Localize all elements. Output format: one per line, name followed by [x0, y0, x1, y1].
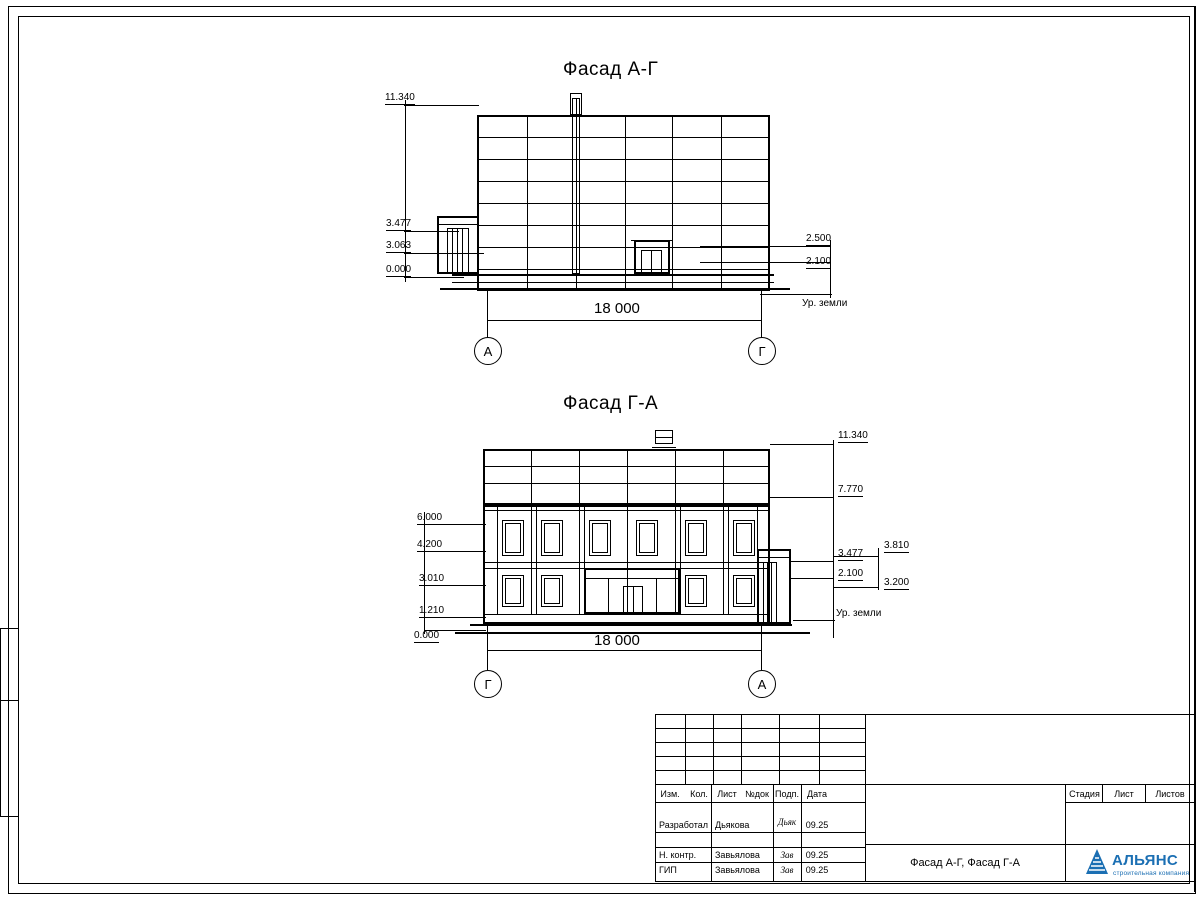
- facade2-plinth: [470, 624, 792, 626]
- facade2-level-1210: 1.210: [419, 605, 445, 616]
- facade2-level-7770: 7.770: [838, 484, 864, 495]
- stamp-col-ndok: №док: [745, 789, 769, 799]
- company-name: АЛЬЯНС: [1112, 852, 1178, 869]
- facade1-ground-line: [440, 288, 790, 290]
- company-subtitle: строительная компания: [1113, 870, 1190, 877]
- stamp-name-2: Завьялова: [715, 865, 760, 875]
- facade2-title: Фасад Г-А: [563, 393, 659, 414]
- stamp-sign-0: Дьяк: [777, 817, 797, 827]
- stamp-col-podp: Подп.: [775, 789, 799, 799]
- company-logo-icon: [1085, 848, 1109, 876]
- facade1-level-3477: 3.477: [386, 218, 412, 229]
- stamp-col-izm: Изм.: [660, 789, 680, 799]
- facade2-ground-label: Ур. земли: [836, 608, 882, 619]
- facade1-axis-left: А: [474, 337, 502, 365]
- facade2-level-3810: 3.810: [884, 540, 910, 551]
- facade1-level-3063: 3.063: [386, 240, 412, 251]
- facade1-width-dim: 18 000: [594, 300, 640, 317]
- facade2-dim-line: [487, 650, 761, 651]
- fold-mark-mid: [0, 700, 18, 701]
- facade1-title: Фасад А-Г: [563, 59, 659, 80]
- stamp-name-0: Дьякова: [715, 820, 750, 830]
- facade2-level-3477: 3.477: [838, 548, 864, 559]
- facade2-width-dim: 18 000: [594, 632, 640, 649]
- facade2-level-6000: 6.000: [417, 512, 443, 523]
- stamp-role-1: Н. контр.: [659, 850, 697, 860]
- facade2-level-3010: 3.010: [419, 573, 445, 584]
- stamp-role-2: ГИП: [659, 865, 677, 875]
- stamp-col-data: Дата: [807, 789, 827, 799]
- stamp-header-list: Лист: [1114, 789, 1134, 799]
- fold-mark-top: [0, 628, 18, 629]
- facade2-level-3200: 3.200: [884, 577, 910, 588]
- stamp-sign-1: Зав: [780, 849, 794, 860]
- facade1-level-2500: 2.500: [806, 233, 832, 244]
- title-block: [655, 714, 1195, 882]
- facade1-annex-opening: [447, 228, 469, 274]
- stamp-col-kol: Кол.: [690, 789, 708, 799]
- facade1-level-0000: 0.000: [386, 264, 412, 275]
- stamp-date-1: 09.25: [805, 850, 829, 860]
- stamp-sign-2: Зав: [780, 864, 794, 875]
- stamp-header-stadia: Стадия: [1069, 789, 1100, 799]
- stamp-drawing-title: Фасад А-Г, Фасад Г-А: [910, 857, 1020, 869]
- facade1-plinth-top: [452, 274, 774, 276]
- facade1-level-11340: 11.340: [385, 92, 415, 103]
- facade2-level-11340: 11.340: [838, 430, 868, 441]
- stamp-date-0: 09.25: [805, 820, 829, 830]
- stamp-header-listov: Листов: [1155, 789, 1185, 799]
- stamp-col-list: Лист: [717, 789, 737, 799]
- stamp-name-1: Завьялова: [715, 850, 760, 860]
- stamp-date-2: 09.25: [805, 865, 829, 875]
- facade1-axis-right: Г: [748, 337, 776, 365]
- facade2-axis-left: Г: [474, 670, 502, 698]
- facade2-level-4200: 4.200: [417, 539, 443, 550]
- facade1-level-2100: 2.100: [806, 256, 832, 267]
- stamp-role-0: Разработал: [659, 820, 708, 830]
- facade1-dim-line: [487, 320, 761, 321]
- facade2-level-2100: 2.100: [838, 568, 864, 579]
- fold-mark-left: [0, 628, 1, 816]
- facade2-level-0000: 0.000: [414, 630, 440, 641]
- facade2-axis-right: А: [748, 670, 776, 698]
- fold-mark-bottom: [0, 816, 18, 817]
- facade1-ground-label: Ур. земли: [802, 298, 848, 309]
